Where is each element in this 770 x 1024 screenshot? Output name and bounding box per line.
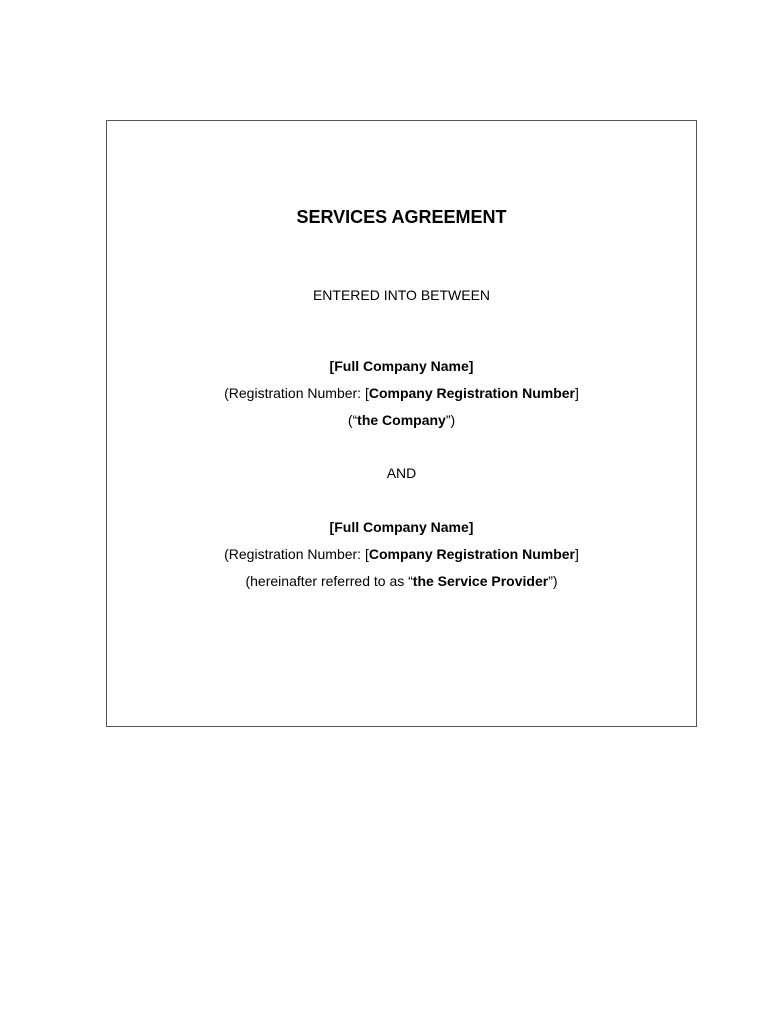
connector-and: AND — [386, 465, 417, 481]
party2-reg-suffix: ] — [574, 546, 579, 562]
party1-registration — [107, 385, 696, 401]
document-title: SERVICES AGREEMENT — [296, 207, 507, 227]
party2-alias-suffix: ”) — [548, 573, 558, 589]
party2-alias-prefix: (hereinafter referred to as “ — [245, 573, 413, 589]
party2-reg-value: Company Registration Number — [368, 546, 575, 562]
cover-page-box — [106, 120, 697, 727]
party1-company-name: [Full Company Name] — [329, 358, 474, 374]
party1-alias-value: the Company — [357, 412, 446, 428]
party2-registration — [107, 546, 696, 562]
party2-reg-prefix: (Registration Number: [ — [224, 546, 369, 562]
party1-alias-prefix: (“ — [347, 412, 358, 428]
party1-reg-value: Company Registration Number — [368, 385, 575, 401]
party2-alias-value: the Service Provider — [412, 573, 549, 589]
party2-company-name: [Full Company Name] — [329, 519, 474, 535]
party1-alias-suffix: ”) — [445, 412, 456, 428]
party2-alias — [107, 573, 696, 589]
party1-alias — [107, 412, 696, 428]
party1-reg-prefix: (Registration Number: [ — [224, 385, 369, 401]
entered-into-between: ENTERED INTO BETWEEN — [312, 287, 491, 303]
party1-reg-suffix: ] — [574, 385, 579, 401]
